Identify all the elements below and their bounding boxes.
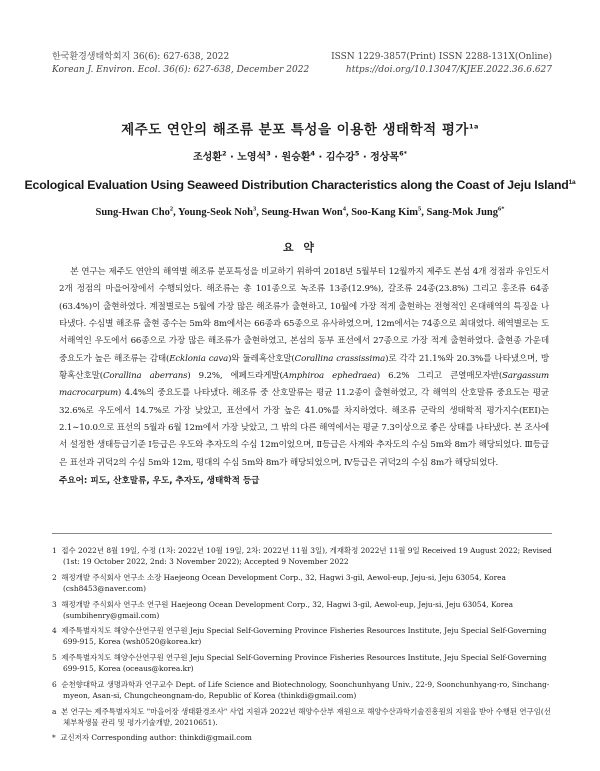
author-affil-sup: 4: [310, 149, 316, 158]
footnote-marker: *: [52, 733, 56, 743]
footnote-item: [52, 545, 552, 567]
species-name: Sargassum macrocarpum: [59, 371, 549, 399]
doi-link[interactable]: https://doi.org/10.13047/KJEE.2022.36.6.627: [345, 65, 552, 75]
species-name: Amphiroa ephedraea: [282, 371, 377, 382]
species-name: Corallina aberrans: [102, 371, 188, 382]
footnote-marker: 2: [52, 572, 57, 582]
footnote-text: 본 연구는 제주특별자치도 "마을어장 생태환경조사" 사업 지원과 2022년 해양수산부 재원으로 해양수산과학기술진흥원의 지원을 받아 수행된 연구임(선체부착생물 관리 및 평가기술개발, 20210651).: [61, 706, 551, 727]
title-korean-sup: 1a: [468, 122, 479, 131]
author-affil-sup: 2: [221, 149, 227, 158]
footnote-item: [52, 706, 552, 728]
issn: ISSN 1229-3857(Print) ISSN 2288-131X(Online): [331, 52, 552, 62]
journal-name-ko: 한국환경생태학회지 36(6): 627-638, 2022: [52, 52, 230, 62]
author-en: Sang-Mok Jung: [426, 207, 499, 218]
footnote-item: [52, 625, 552, 647]
title-english: [0, 178, 600, 192]
footnote-marker: 1: [52, 546, 57, 555]
abstract-text: ) 4.4%의 중요도를 나타냈다. 해조류 중 산호말류는 평균 11.2종이 출현하였고, 각 해역의 산호말류 중요도는 평균 32.6%로 우도에서 14.7%로 가장 낮았고, 표선에서 가장 높은 41.0%를 차지하였다. 해조류 군락의 생태학적 평가지수(EEI)는 2.1∼10.0으로 표선의 5월과 6월 12m에서 가장 낮았고, 그 밖의 다른 해역에서는 평균 7.3이상으로 좋은 상태를 나타냈다. 본 조사에서 설정한 생태등급기준 Ⅰ등급은 우도와 추자도의 수심 12m이었으며, Ⅱ등급은 사계와 추자도의 수심 5m와 8m가 해당되었다. Ⅲ등급은 표선과 귀덕2의 수심 5m와 12m, 평대의 수심 5m와 8m가 해당되었으며, Ⅳ등급은 귀덕2의 수심 8m가 해당되었다.: [59, 388, 549, 468]
abstract-text: )와 둘레혹산호말(: [228, 353, 295, 364]
keywords: 주요어: 피도, 산호말류, 우도, 추자도, 생태학적 등급: [59, 476, 260, 486]
footnote-text: 교신저자 Corresponding author: thinkdi@gmail.com: [60, 733, 252, 743]
author-affil-sup: 4: [342, 205, 346, 213]
abstract-body: [59, 264, 549, 472]
author-ko: 노영석: [237, 152, 267, 163]
abstract-text: ) 6.2% 그리고 큰열매모자반(: [376, 371, 503, 382]
author-ko: 김수강: [325, 152, 355, 163]
footnote-text: 제주특별자치도 해양수산연구원 연구원 Jeju Special Self-Governing Province Fisheries Resources Institute, Jeju Special Self-Governing 699-915, Korea (oceaus@korea.kr): [61, 653, 547, 674]
author-en: Seung-Hwan Won: [261, 207, 343, 218]
footnote-text: 해정개발 주식회사 연구소 소장 Haejeong Ocean Development Corp., 32, Hagwi 3-gil, Aewol-eup, Jeju-si, Jeju 63054, Korea (csh8453@naver.com): [61, 572, 506, 593]
footnote-text: 순천향대학교 생명과학과 연구교수 Dept. of Life Science and Biotechnology, Soonchunhyang Univ., 22-9, Soonchunhyang-ro, Sinchang-myeon, Asan-si, Chungcheongnam-do, Republic of Korea (thinkdi@gmail.com): [61, 679, 550, 700]
author-ko: 원승환: [281, 152, 311, 163]
footnote-marker: 6: [52, 679, 57, 689]
author-affil-sup: 3: [266, 149, 271, 158]
title-english-text: Ecological Evaluation Using Seaweed Distribution Characteristics along the Coast of Jeju Island: [24, 178, 569, 192]
abstract-text: ) 9.2%, 에페드라게발(: [187, 371, 283, 382]
issn-doi-block: [331, 51, 552, 77]
abstract-text: 본 연구는 제주도 연안의 해역별 해조류 분포특성을 비교하기 위하여 2018년 5월부터 12월까지 제주도 본섬 4개 정점과 유인도서 2개 정점의 마을어장에서 수행되었다. 해조류는 총 101종으로 녹조류 13종(12.9%), 갈조류 24종(23.8%) 그리고 홍조류 64종(63.4%)이 출현하였다. 계절별로는 5월에 가장 많은 해조류가 출현하고, 10월에 가장 적게 출현하는 전형적인 온대해역의 특징을 나타냈다. 수심별 해조류 출현 종수는 5m와 8m에서는 66종과 65종으로 유사하였으며, 12m에서는 74종으로 최대였다. 해역별로는 도서해역인 우도에서 66종으로 가장 많은 해조류가 출현하였고, 본섬의 동부 표선에서 27종으로 가장 적게 출현하였다. 출현종 가운데 중요도가 높은 해조류는 감태(: [59, 267, 549, 364]
authors-korean: 조성환$^2$ · 노영석$^3$ · 원승환$^4$ · 김수강$^5$ · 정상목$^{6*}$: [192, 149, 408, 163]
abstract-text: )로 각각 21.1%와 20.3%를 나타냈으며, 방황혹산호말(: [59, 353, 549, 382]
author-en: Soo-Kang Kim: [351, 207, 419, 218]
authors-english: Sung-Hwan Cho$^2$, Young-Seok Noh$^3$, Seung-Hwan Won$^4$, Soo-Kang Kim$^5$, Sang-Mok Jung$^{6*}$: [95, 205, 505, 218]
footnote-item: [52, 599, 552, 621]
footnote-item: [52, 652, 552, 674]
abstract-heading: 요 약: [282, 241, 318, 254]
title-korean: [0, 118, 600, 138]
author-ko: 정상목: [370, 152, 400, 163]
author-affil-sup: 2: [169, 205, 174, 213]
footnote-marker: 4: [52, 626, 57, 636]
footnote-marker: a: [52, 706, 57, 716]
footnote-divider: [52, 533, 552, 534]
author-affil-sup: 6*: [498, 205, 505, 213]
title-korean-text: 제주도 연안의 해조류 분포 특성을 이용한 생태학적 평가: [121, 122, 469, 138]
author-en: Sung-Hwan Cho: [95, 207, 170, 218]
journal-name-en: Korean J. Environ. Ecol. 36(6): 627-638, December 2022: [52, 65, 310, 75]
author-affil-sup: 5: [418, 205, 422, 213]
author-affil-sup: 6*: [399, 149, 408, 158]
footnote-text: 해정개발 주식회사 연구소 연구원 Haejeong Ocean Development Corp., 32, Hagwi 3-gil, Aewol-eup, Jeju-si, Jeju 63054, Korea (sumbihenry@gmail.com): [61, 599, 514, 620]
species-name: Corallina crassissima: [294, 353, 386, 364]
author-affil-sup: 3: [253, 205, 257, 213]
footnote-marker: 3: [52, 599, 57, 609]
journal-citation: [52, 51, 309, 77]
footnotes: [52, 545, 552, 748]
species-name: Ecklonia cava: [169, 353, 229, 364]
footnote-item: [52, 732, 552, 743]
footnote-marker: 5: [52, 653, 57, 663]
title-english-sup: 1a: [568, 178, 576, 186]
footnote-item: [52, 572, 552, 594]
footnote-text: 접수 2022년 8월 19일, 수정 (1차: 2022년 10월 19일, 2차: 2022년 11월 3일), 게재확정 2022년 11월 9일 Received 19 August 2022; Revised (1st: 19 October 2022, 2nd: 3 November 2022); Accepted 9 November 2022: [61, 546, 552, 567]
author-en: Young-Seok Noh: [178, 207, 253, 218]
author-affil-sup: 5: [354, 149, 360, 158]
footnote-item: [52, 679, 552, 701]
footnote-text: 제주특별자치도 해양수산연구원 연구원 Jeju Special Self-Governing Province Fisheries Resources Institute, Jeju Special Self-Governing 699-915, Korea (wsh0520@korea.kr): [61, 626, 547, 647]
author-ko: 조성환: [192, 152, 222, 163]
